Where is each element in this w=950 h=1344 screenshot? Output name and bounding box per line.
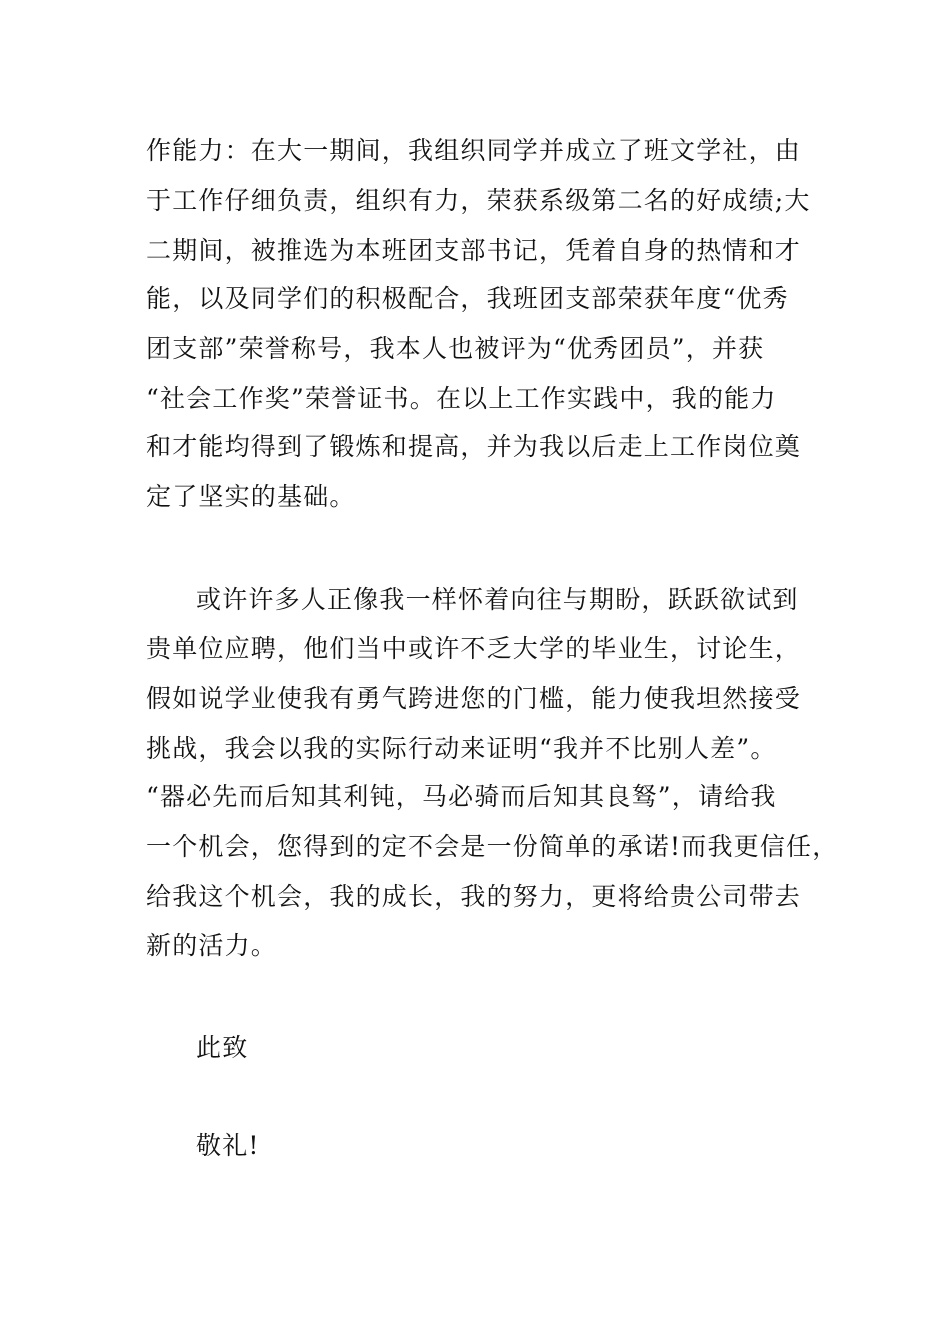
paragraph-1-line-1: 作能力：在大一期间，我组织同学并成立了班文学社，由 xyxy=(146,136,802,165)
paragraph-1-line-7: 和才能均得到了锻炼和提高，并为我以后走上工作岗位奠 xyxy=(146,432,802,461)
paragraph-1-line-4: 能，以及同学们的积极配合，我班团支部荣获年度“优秀 xyxy=(146,284,789,313)
paragraph-1-line-2: 于工作仔细负责，组织有力，荣获系级第二名的好成绩;大 xyxy=(146,186,811,215)
paragraph-2-line-7: 给我这个机会，我的成长，我的努力，更将给贵公司带去 xyxy=(146,882,802,911)
paragraph-1-line-5: 团支部”荣誉称号，我本人也被评为“优秀团员”，并获 xyxy=(146,334,765,363)
paragraph-1-line-8: 定了坚实的基础。 xyxy=(146,482,356,511)
paragraph-1-line-3: 二期间，被推选为本班团支部书记，凭着自身的热情和才 xyxy=(146,236,802,265)
paragraph-2-line-2: 贵单位应聘，他们当中或许不乏大学的毕业生，讨论生， xyxy=(146,634,802,663)
closing-regards: 敬礼! xyxy=(196,1131,260,1160)
paragraph-2-line-6: 一个机会，您得到的定不会是一份简单的承诺!而我更信任， xyxy=(146,832,839,861)
paragraph-2-line-5: “器必先而后知其利钝，马必骑而后知其良驽”，请给我 xyxy=(146,782,777,811)
paragraph-2-line-8: 新的活力。 xyxy=(146,931,278,960)
paragraph-2-line-1: 或许许多人正像我一样怀着向往与期盼，跃跃欲试到 xyxy=(196,585,799,614)
paragraph-1-line-6: “社会工作奖”荣誉证书。在以上工作实践中，我的能力 xyxy=(146,384,777,413)
paragraph-2-line-3: 假如说学业使我有勇气跨进您的门槛，能力使我坦然接受 xyxy=(146,684,802,713)
paragraph-2-line-4: 挑战，我会以我的实际行动来证明“我并不比别人差”。 xyxy=(146,734,777,763)
closing-salutation: 此致 xyxy=(196,1033,249,1062)
